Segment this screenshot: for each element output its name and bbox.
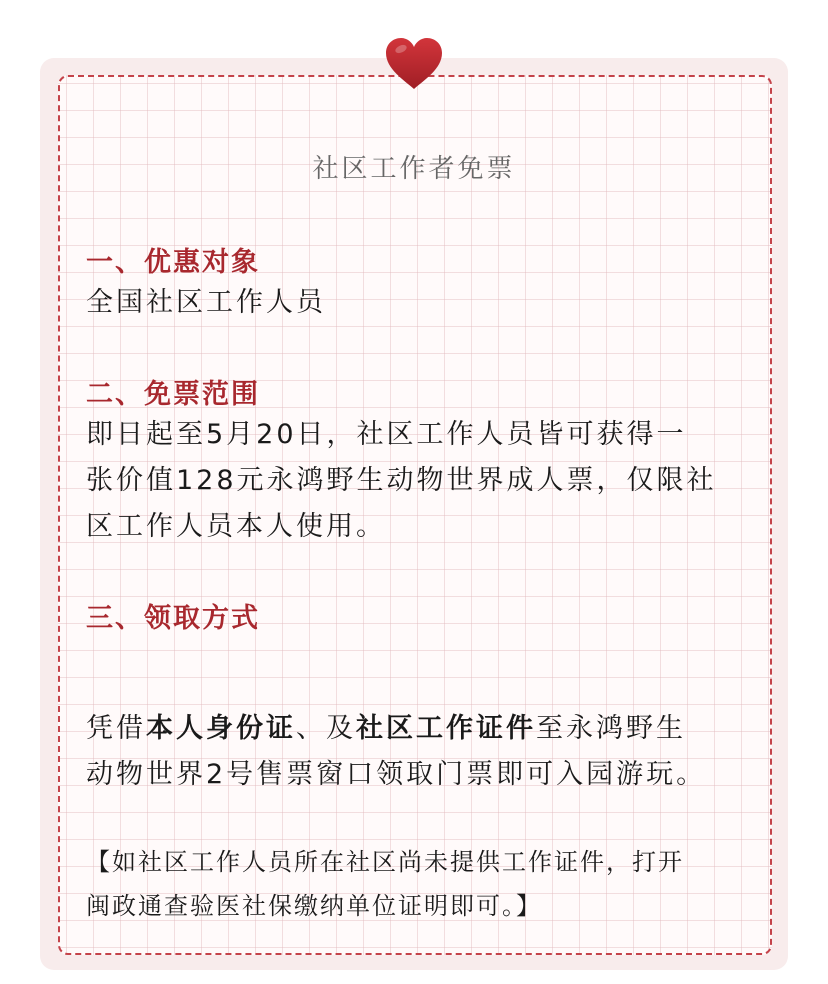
scope-line-1: 即日起至5月20日，社区工作人员皆可获得一 <box>86 419 687 450</box>
scope-line-3: 区工作人员本人使用。 <box>86 511 386 542</box>
section-heading-method: 三、领取方式 <box>86 603 260 634</box>
section-heading-target: 一、优惠对象 <box>86 247 260 278</box>
method-suffix: 至永鸿野生 <box>536 713 686 744</box>
note-line-2: 闽政通查验医社保缴纳单位证明即可。】 <box>86 892 542 920</box>
id-card-highlight: 本人身份证 <box>146 713 296 744</box>
section-body-target: 全国社区工作人员 <box>86 287 326 318</box>
document-title: 社区工作者免票 <box>312 154 516 184</box>
method-mid: 、及 <box>296 713 356 744</box>
method-line-2: 动物世界2号售票窗口领取门票即可入园游玩。 <box>86 759 707 790</box>
method-prefix: 凭借 <box>86 713 146 744</box>
scope-line-2: 张价值128元永鸿野生动物世界成人票，仅限社 <box>86 465 717 496</box>
note-line-1: 【如社区工作人员所在社区尚未提供工作证件，打开 <box>86 848 684 876</box>
section-heading-scope: 二、免票范围 <box>86 379 260 410</box>
section-body-scope <box>86 412 746 550</box>
heart-icon <box>384 36 444 92</box>
work-certificate-highlight: 社区工作证件 <box>356 713 536 744</box>
section-body-method <box>86 706 746 798</box>
note-text <box>86 840 746 928</box>
method-line-1 <box>86 706 746 752</box>
